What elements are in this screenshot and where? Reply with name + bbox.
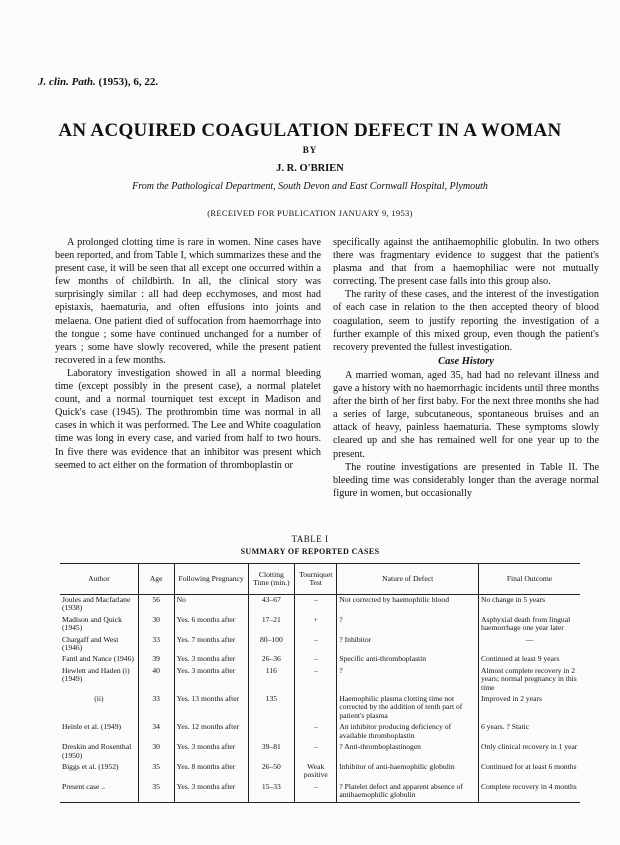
- cell-author: (ii): [94, 694, 104, 704]
- cell-following: Yes. 13 months after: [174, 694, 248, 722]
- byline-label: BY: [302, 145, 318, 155]
- received-date: (RECEIVED FOR PUBLICATION JANUARY 9, 1953): [207, 208, 413, 218]
- cell-clotting: 26–50: [248, 762, 295, 782]
- cell-nature: Not corrected by haemophilic blood: [337, 595, 479, 615]
- cell-following: Yes. 12 months after: [174, 722, 248, 742]
- body-column-left: [55, 236, 321, 472]
- body-paragraph: Laboratory investigation showed in all a normal bleeding time (except possibly in the present case), a normal platelet count, and a normal tourniquet test except in Madison and Quick's case (1945). The prothrombin time was normal in all cases in which it was performed. The Lee and White coagulation time was long in every case, and varied from half to two hours. In five there was evidence that an inhibitor was present which seemed to act either on the formation of thromboplastin or: [55, 367, 321, 471]
- cell-author: Joules and Macfarlane (1938): [62, 595, 131, 613]
- table-row: [60, 595, 580, 615]
- table-title: SUMMARY OF REPORTED CASES: [240, 547, 380, 556]
- journal-name: J. clin. Path.: [38, 76, 96, 88]
- table-row: [60, 742, 580, 762]
- cell-tourniquet: –: [295, 742, 337, 762]
- cell-clotting: 80–100: [248, 635, 295, 655]
- cell-author: Dreskin and Rosenthal (1950): [62, 742, 132, 760]
- cell-age: 40: [138, 666, 174, 694]
- cell-nature: ?: [337, 666, 479, 694]
- cell-nature: Inhibitor of anti-haemophilic globulin: [337, 762, 479, 782]
- cell-age: 30: [138, 742, 174, 762]
- cell-tourniquet: –: [295, 595, 337, 615]
- table-row: [60, 615, 580, 635]
- cell-age: 39: [138, 654, 174, 665]
- header-following-pregnancy: Following Pregnancy: [174, 564, 248, 595]
- cell-author: Heinle et al. (1949): [62, 722, 122, 732]
- body-column-right: [333, 236, 599, 500]
- cell-author: Biggs et al. (1952): [62, 761, 119, 771]
- cell-following: Yes. 7 months after: [174, 635, 248, 655]
- cell-tourniquet: –: [295, 654, 337, 665]
- cell-tourniquet: –: [295, 635, 337, 655]
- cell-clotting: 26–36: [248, 654, 295, 665]
- cell-following: Yes. 3 months after: [174, 666, 248, 694]
- cell-tourniquet: –: [295, 666, 337, 694]
- body-paragraph: The routine investigations are presented in Table II. The bleeding time was considerably longer than the average normal figure in women, but occasionally: [333, 461, 599, 499]
- cell-following: Yes. 6 months after: [174, 615, 248, 635]
- cell-tourniquet: –: [295, 782, 337, 802]
- cell-following: No: [174, 595, 248, 615]
- table-caption: TABLE I: [291, 534, 329, 544]
- author-name: J. R. O'BRIEN: [276, 163, 344, 174]
- cell-outcome: 6 years. ? Static: [478, 722, 580, 742]
- cell-outcome: Only clinical recovery in 1 year: [478, 742, 580, 762]
- cell-clotting: [248, 722, 295, 742]
- cell-tourniquet: [295, 694, 337, 722]
- cell-outcome: Complete recovery in 4 months: [478, 782, 580, 802]
- body-paragraph: specifically against the antihaemophilic globulin. In two others there was fragmentary evidence to suggest that the patient's plasma and that from a haemophiliac were not mutually correcting. The present case falls into this group also.: [333, 237, 599, 288]
- header-clotting-time: Clotting Time (min.): [248, 564, 295, 595]
- cell-clotting: 17–21: [248, 615, 295, 635]
- cell-outcome: —: [478, 635, 580, 655]
- cell-author: Madison and Quick (1945): [62, 614, 122, 633]
- table-row: [60, 782, 580, 802]
- header-age: Age: [138, 564, 174, 595]
- cell-author: Present case ..: [60, 782, 138, 802]
- table-row: [60, 722, 580, 742]
- cell-author: Chargaff and West (1946): [62, 634, 119, 653]
- table-row: [60, 762, 580, 782]
- cell-age: 33: [138, 694, 174, 722]
- cell-outcome: Continued at least 9 years: [478, 654, 580, 665]
- cell-outcome: No change in 5 years: [478, 595, 580, 615]
- cell-clotting: 116: [248, 666, 295, 694]
- cell-nature: ?: [337, 615, 479, 635]
- cell-tourniquet: Weak positive: [295, 762, 337, 782]
- cell-author: Hewlett and Haden (i) (1949): [62, 665, 130, 684]
- section-heading-case-history: Case History: [438, 355, 494, 367]
- cell-nature: ? Anti-thromboplastinogen: [337, 742, 479, 762]
- cell-nature: ? Platelet defect and apparent absence of antihaemophilic globulin: [337, 782, 479, 802]
- cell-outcome: Almost complete recovery in 2 years; normal pregnancy in this time: [478, 666, 580, 694]
- table-row: [60, 635, 580, 655]
- table-header-row: [60, 564, 580, 595]
- cell-following: Yes. 3 months after: [174, 742, 248, 762]
- summary-table: [60, 563, 580, 803]
- cell-outcome: Improved in 2 years: [478, 694, 580, 722]
- author-affiliation: From the Pathological Department, South Devon and East Cornwall Hospital, Plymouth: [132, 181, 488, 192]
- table-row: [60, 654, 580, 665]
- cell-following: Yes. 3 months after: [174, 654, 248, 665]
- cell-tourniquet: +: [295, 615, 337, 635]
- cell-age: 35: [138, 782, 174, 802]
- journal-citation: [38, 76, 158, 88]
- table-row: [60, 666, 580, 694]
- cell-age: 35: [138, 762, 174, 782]
- article-title: AN ACQUIRED COAGULATION DEFECT IN A WOMAN: [58, 120, 562, 141]
- cell-clotting: 15–33: [248, 782, 295, 802]
- cell-nature: Specific anti-thromboplastin: [337, 654, 479, 665]
- body-paragraph: The rarity of these cases, and the interest of the investigation of each case in relation to the then accepted theory of blood coagulation, seem to justify reporting the investigation of a further example of this mixed group, even though the patient's recovery prevented the fullest investigation.: [333, 289, 599, 353]
- cell-clotting: 135: [248, 694, 295, 722]
- header-tourniquet-test: Tourniquet Test: [295, 564, 337, 595]
- cell-age: 56: [138, 595, 174, 615]
- cell-age: 34: [138, 722, 174, 742]
- header-nature-of-defect: Nature of Defect: [337, 564, 479, 595]
- body-paragraph: A prolonged clotting time is rare in women. Nine cases have been reported, and from Table I, which summarizes these and the present case, it will be seen that all except one occurred within a few months of childbirth. In all, the clinical story was surprisingly similar : all had deep ecchymoses, and most had epistaxis, haematuria, and often effusions into joints and melaena. One patient died of suffocation from haemorrhage into the tongue ; some have continued unchanged for a number of years ; some have slowly recovered, while the present patient recovered in a few months.: [55, 237, 321, 366]
- cell-clotting: 39–81: [248, 742, 295, 762]
- cell-following: Yes. 8 months after: [174, 762, 248, 782]
- cell-nature: ? Inhibitor: [337, 635, 479, 655]
- table-row: [60, 694, 580, 722]
- cell-clotting: 43–67: [248, 595, 295, 615]
- cell-outcome: Asphyxial death from lingual haemorrhage one year later: [478, 615, 580, 635]
- header-final-outcome: Final Outcome: [478, 564, 580, 595]
- cell-following: Yes. 3 months after: [174, 782, 248, 802]
- cell-author: Fantl and Nance (1946): [62, 654, 134, 664]
- header-author: Author: [60, 564, 138, 595]
- cell-tourniquet: –: [295, 722, 337, 742]
- body-paragraph: A married woman, aged 35, had had no relevant illness and gave a history with no haemorrhagic incidents until three months after the birth of her first baby. For the next three months she had a series of large, subcutaneous, spontaneous bruises and an attack of heavy, painless haematuria. These symptoms slowly cleared up and she has remained well for one year up to the present.: [333, 369, 599, 460]
- journal-volume: (1953), 6, 22.: [98, 76, 159, 88]
- cell-nature: An inhibitor producing deficiency of available thromboplastin: [337, 722, 479, 742]
- cell-age: 33: [138, 635, 174, 655]
- cell-age: 30: [138, 615, 174, 635]
- cell-nature: Haemophilic plasma clotting time not corrected by the addition of tenth part of patient's plasma: [337, 694, 479, 722]
- cell-outcome: Continued for at least 6 months: [478, 762, 580, 782]
